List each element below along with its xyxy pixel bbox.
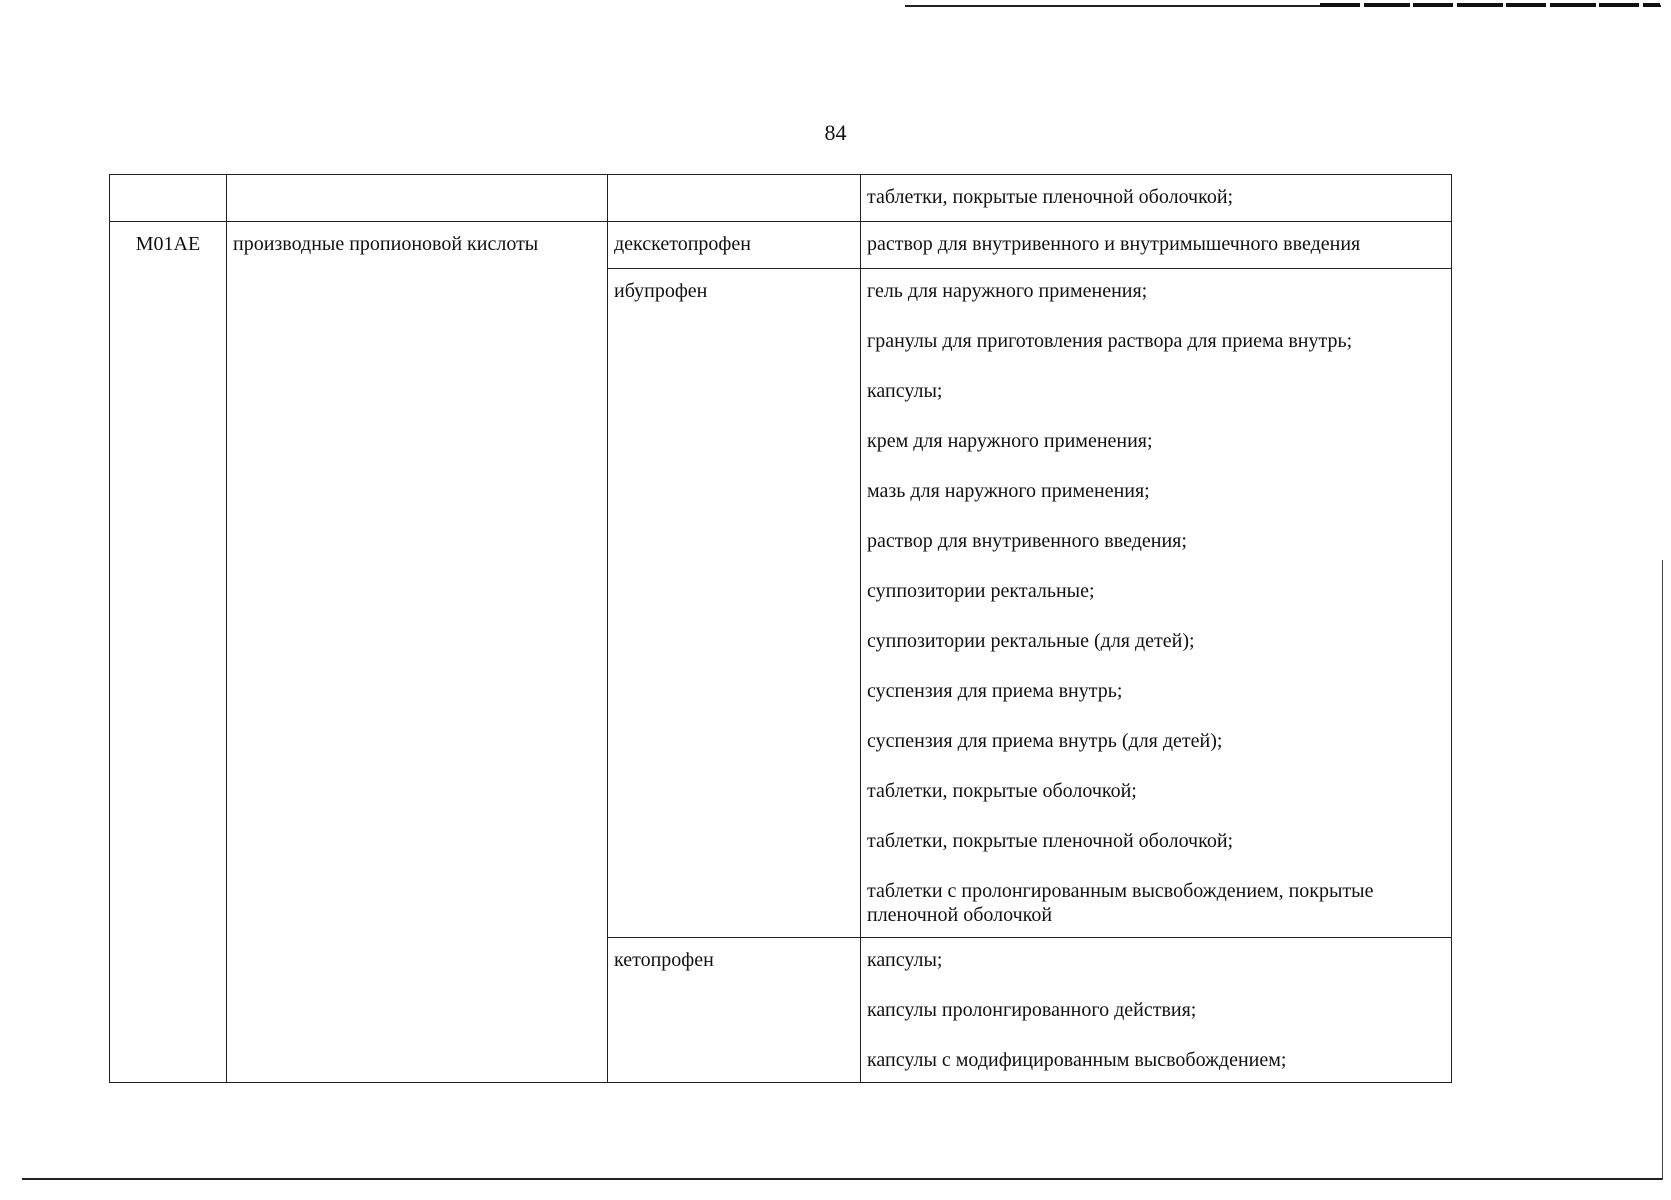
dosage-forms-cell (861, 938, 1452, 1083)
dosage-forms-cell (861, 222, 1452, 269)
page-number: 84 (824, 120, 847, 145)
bottom-scan-rule (22, 1178, 1662, 1180)
top-scan-rule-heavy (1320, 3, 1660, 7)
dosage-form-item: таблетки, покрытые оболочкой; (867, 780, 1137, 802)
dosage-form-item: суспензия для приема внутрь (для детей); (867, 730, 1223, 752)
dosage-form-item: суспензия для приема внутрь; (867, 680, 1123, 702)
dosage-forms-cell (861, 175, 1452, 222)
drug-name: кетопрофен (614, 949, 714, 971)
drug-name: декскетопрофен (614, 233, 751, 255)
dosage-form-item: капсулы пролонгированного действия; (867, 999, 1197, 1021)
table-row (110, 222, 1452, 269)
dosage-form-item: раствор для внутривенного введения; (867, 530, 1187, 552)
drug-name-cell (608, 269, 861, 938)
right-scan-edge (1662, 560, 1663, 1180)
dosage-form-item: крем для наружного применения; (867, 430, 1153, 452)
dosage-forms-cell (861, 269, 1452, 938)
dosage-form-item: таблетки с пролонгированным высвобождением, покрытые пленочной оболочкой (867, 880, 1374, 926)
table-row (110, 175, 1452, 222)
dosage-form-item: капсулы; (867, 380, 943, 402)
code-cell (110, 175, 227, 222)
dosage-form-item: суппозитории ректальные; (867, 580, 1095, 602)
dosage-form-item: гель для наружного применения; (867, 280, 1148, 302)
group-cell (227, 222, 608, 1083)
dosage-form-item: суппозитории ректальные (для детей); (867, 630, 1195, 652)
dosage-form-item: таблетки, покрытые пленочной оболочкой; (867, 830, 1234, 852)
dosage-forms-list (867, 269, 1445, 937)
drug-table (109, 174, 1452, 1083)
group-name: производные пропионовой кислоты (233, 233, 539, 255)
drug-name-cell (608, 938, 861, 1083)
atc-code-cell (110, 222, 227, 1083)
dosage-form-item: таблетки, покрытые пленочной оболочкой; (867, 186, 1234, 208)
drug-name: ибупрофен (614, 280, 708, 302)
drug-name-cell (608, 175, 861, 222)
dosage-form-item: капсулы с модифицированным высвобождением; (867, 1049, 1287, 1071)
dosage-form-item: капсулы; (867, 949, 943, 971)
dosage-form-item: мазь для наружного применения; (867, 480, 1150, 502)
dosage-form-item: раствор для внутривенного и внутримышечного введения (867, 233, 1361, 255)
atc-code: M01AE (135, 233, 201, 255)
group-cell (227, 175, 608, 222)
dosage-form-item: гранулы для приготовления раствора для приема внутрь; (867, 330, 1353, 352)
drug-name-cell (608, 222, 861, 269)
dosage-forms-list (867, 938, 1445, 1082)
